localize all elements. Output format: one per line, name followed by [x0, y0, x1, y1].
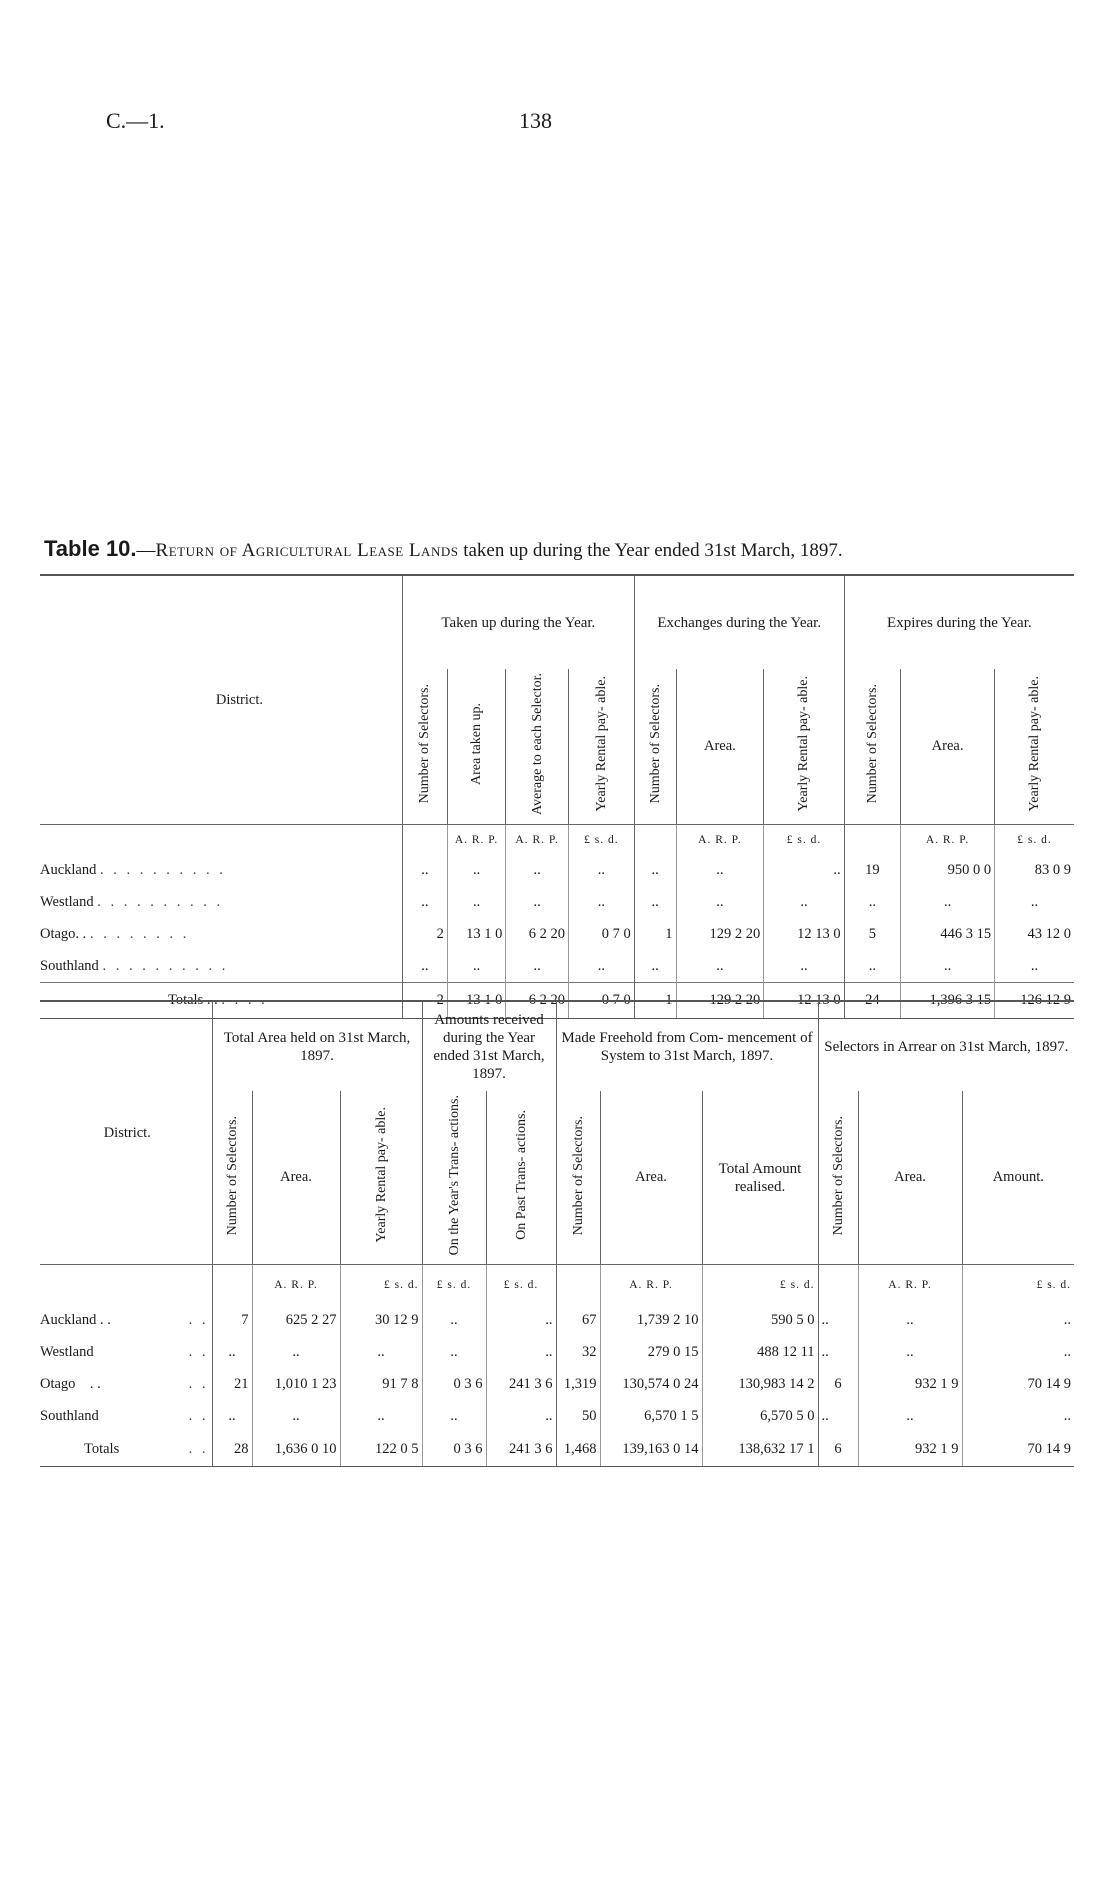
table-row: [40, 1369, 1074, 1401]
data-cell: ..: [634, 951, 676, 983]
district-cell: Southland . .: [40, 1408, 209, 1425]
unit-label: £ s. d.: [764, 825, 844, 855]
unit-label: £ s. d.: [422, 1265, 486, 1305]
table-row: [40, 1305, 1074, 1337]
data-cell: 83 0 9: [995, 855, 1074, 887]
data-cell: ..: [486, 1337, 556, 1369]
page-number: 138: [519, 108, 552, 133]
data-cell: ..: [422, 1305, 486, 1337]
title-rest: taken up during the Year ended 31st March, 1897.: [458, 540, 843, 561]
data-cell: 1,396 3 15: [901, 983, 995, 1019]
data-cell: 1,319: [556, 1369, 600, 1401]
data-cell: 12 13 0: [764, 919, 844, 951]
t1-col-header: Average to each Selector.: [506, 669, 569, 825]
data-cell: 126 12 9: [995, 983, 1074, 1019]
data-cell: 6 2 20: [506, 919, 569, 951]
t1-col-header: Yearly Rental pay- able.: [764, 669, 844, 825]
data-cell: ..: [844, 951, 900, 983]
data-cell: ..: [506, 887, 569, 919]
t1-col-header: Area.: [901, 669, 995, 825]
data-cell: ..: [447, 855, 505, 887]
data-cell: 129 2 20: [676, 983, 764, 1019]
data-cell: 1,468: [556, 1433, 600, 1467]
data-cell: 1: [634, 919, 676, 951]
data-cell: 1: [634, 983, 676, 1019]
t1-col-header: Yearly Rental pay- able.: [995, 669, 1074, 825]
data-cell: ..: [252, 1337, 340, 1369]
data-cell: 70 14 9: [962, 1433, 1074, 1467]
data-cell: ..: [901, 887, 995, 919]
t1-col-header: Number of Selectors.: [634, 669, 676, 825]
district-cell: Auckland . . . .: [40, 1312, 209, 1329]
data-cell: 139,163 0 14: [600, 1433, 702, 1467]
data-cell: 2: [402, 983, 447, 1019]
unit-label: £ s. d.: [962, 1265, 1074, 1305]
data-cell: 279 0 15: [600, 1337, 702, 1369]
unit-label: A. R. P.: [447, 825, 505, 855]
data-cell: 6,570 5 0: [702, 1401, 818, 1433]
t2-units-row: [40, 1265, 1074, 1305]
data-cell: 1,636 0 10: [252, 1433, 340, 1467]
data-cell: 122 0 5: [340, 1433, 422, 1467]
data-cell: 138,632 17 1: [702, 1433, 818, 1467]
t2-col-header: Number of Selectors.: [556, 1091, 600, 1265]
data-cell: ..: [568, 887, 634, 919]
data-cell: ..: [818, 1337, 858, 1369]
data-cell: 32: [556, 1337, 600, 1369]
table-2: [40, 1000, 1074, 1467]
t1-district-header: District.: [40, 575, 402, 825]
unit-label: A. R. P.: [600, 1265, 702, 1305]
table-row: [40, 1337, 1074, 1369]
t2-col-header: Yearly Rental pay- able.: [340, 1091, 422, 1265]
data-cell: 5: [844, 919, 900, 951]
data-cell: ..: [818, 1401, 858, 1433]
data-cell: ..: [447, 951, 505, 983]
data-cell: ..: [858, 1401, 962, 1433]
table-row: [40, 855, 1074, 887]
t1-col-header: Area taken up.: [447, 669, 505, 825]
data-cell: 130,574 0 24: [600, 1369, 702, 1401]
data-cell: 28: [212, 1433, 252, 1467]
data-cell: 6: [818, 1369, 858, 1401]
t1-col-header: Number of Selectors.: [402, 669, 447, 825]
data-cell: 130,983 14 2: [702, 1369, 818, 1401]
data-cell: ..: [568, 951, 634, 983]
data-cell: 0 7 0: [568, 919, 634, 951]
data-cell: ..: [486, 1401, 556, 1433]
t1-col-header: Yearly Rental pay- able.: [568, 669, 634, 825]
district-cell: Westland . .: [40, 1344, 209, 1361]
data-cell: 19: [844, 855, 900, 887]
data-cell: ..: [962, 1305, 1074, 1337]
t1-group-taken-up: Taken up during the Year.: [402, 575, 634, 669]
t2-col-header: Area.: [252, 1091, 340, 1265]
table-row: [40, 919, 1074, 951]
district-cell: Otago . . . .: [40, 1376, 209, 1393]
data-cell: ..: [676, 951, 764, 983]
data-cell: 446 3 15: [901, 919, 995, 951]
totals-label: Totals . .: [40, 1433, 212, 1467]
data-cell: ..: [340, 1337, 422, 1369]
data-cell: ..: [402, 855, 447, 887]
unit-label: £ s. d.: [568, 825, 634, 855]
data-cell: 241 3 6: [486, 1433, 556, 1467]
t2-group-arrears: Selectors in Arrear on 31st March, 1897.: [818, 1001, 1074, 1091]
t2-col-header: Area.: [858, 1091, 962, 1265]
data-cell: ..: [962, 1401, 1074, 1433]
data-cell: 6: [818, 1433, 858, 1467]
t1-units-row: [40, 825, 1074, 855]
data-cell: 2: [402, 919, 447, 951]
data-cell: 950 0 0: [901, 855, 995, 887]
data-cell: 43 12 0: [995, 919, 1074, 951]
t2-col-header: On Past Trans- actions.: [486, 1091, 556, 1265]
data-cell: 21: [212, 1369, 252, 1401]
unit-label: £ s. d.: [486, 1265, 556, 1305]
data-cell: 1,739 2 10: [600, 1305, 702, 1337]
data-cell: ..: [995, 951, 1074, 983]
t1-group-exchanges: Exchanges during the Year.: [634, 575, 844, 669]
unit-label: A. R. P.: [858, 1265, 962, 1305]
data-cell: 0 7 0: [568, 983, 634, 1019]
data-cell: ..: [252, 1401, 340, 1433]
data-cell: 625 2 27: [252, 1305, 340, 1337]
data-cell: 488 12 11: [702, 1337, 818, 1369]
table-row: [40, 951, 1074, 983]
unit-label: A. R. P.: [252, 1265, 340, 1305]
unit-label: £ s. d.: [340, 1265, 422, 1305]
unit-label: A. R. P.: [676, 825, 764, 855]
data-cell: ..: [676, 855, 764, 887]
data-cell: ..: [340, 1401, 422, 1433]
data-cell: 91 7 8: [340, 1369, 422, 1401]
title-smallcaps: Return of Agricultural Lease Lands: [155, 540, 459, 561]
data-cell: 12 13 0: [764, 983, 844, 1019]
t2-col-header: Area.: [600, 1091, 702, 1265]
t2-group-total-area: Total Area held on 31st March, 1897.: [212, 1001, 422, 1091]
data-cell: 129 2 20: [676, 919, 764, 951]
data-cell: ..: [676, 887, 764, 919]
t1-group-expires: Expires during the Year.: [844, 575, 1074, 669]
district-cell: Otago. . . . . . . . . .: [40, 926, 190, 943]
table-number: Table 10.: [44, 536, 137, 561]
data-cell: 24: [844, 983, 900, 1019]
data-cell: ..: [486, 1305, 556, 1337]
data-cell: ..: [844, 887, 900, 919]
data-cell: ..: [634, 855, 676, 887]
data-cell: ..: [858, 1305, 962, 1337]
t2-col-header: Number of Selectors.: [818, 1091, 858, 1265]
t1-col-header: Number of Selectors.: [844, 669, 900, 825]
data-cell: 30 12 9: [340, 1305, 422, 1337]
totals-label: Totals . . . . . .: [40, 983, 402, 1019]
data-cell: 1,010 1 23: [252, 1369, 340, 1401]
t2-group-made-freehold: Made Freehold from Com- mencement of System to 31st March, 1897.: [556, 1001, 818, 1091]
data-cell: 0 3 6: [422, 1369, 486, 1401]
data-cell: 50: [556, 1401, 600, 1433]
data-cell: 6 2 20: [506, 983, 569, 1019]
unit-label: £ s. d.: [702, 1265, 818, 1305]
data-cell: 241 3 6: [486, 1369, 556, 1401]
data-cell: ..: [764, 951, 844, 983]
data-cell: 6,570 1 5: [600, 1401, 702, 1433]
data-cell: ..: [447, 887, 505, 919]
district-cell: Southland . . . . . . . . . .: [40, 957, 229, 974]
data-cell: ..: [212, 1401, 252, 1433]
data-cell: 932 1 9: [858, 1433, 962, 1467]
document-id: C.—1.: [106, 108, 165, 133]
table-row: [40, 887, 1074, 919]
data-cell: ..: [212, 1337, 252, 1369]
data-cell: ..: [506, 855, 569, 887]
unit-label: A. R. P.: [901, 825, 995, 855]
t2-col-header: On the Year's Trans- actions.: [422, 1091, 486, 1265]
unit-label: £ s. d.: [995, 825, 1074, 855]
district-cell: Westland . . . . . . . . . .: [40, 894, 224, 911]
data-cell: 13 1 0: [447, 983, 505, 1019]
totals-row: [40, 1433, 1074, 1467]
t2-col-header: Total Amount realised.: [702, 1091, 818, 1265]
data-cell: 13 1 0: [447, 919, 505, 951]
title-dash: —: [136, 540, 156, 561]
data-cell: 7: [212, 1305, 252, 1337]
data-cell: ..: [422, 1337, 486, 1369]
table-title: [44, 536, 1076, 562]
data-cell: ..: [901, 951, 995, 983]
table-1: [40, 574, 1074, 1019]
t2-group-amounts-received: Amounts received during the Year ended 31st March, 1897.: [422, 1001, 556, 1091]
data-cell: 590 5 0: [702, 1305, 818, 1337]
data-cell: ..: [634, 887, 676, 919]
data-cell: ..: [568, 855, 634, 887]
table-row: [40, 1401, 1074, 1433]
data-cell: ..: [764, 855, 844, 887]
data-cell: ..: [402, 887, 447, 919]
data-cell: ..: [506, 951, 569, 983]
district-cell: Auckland . . . . . . . . . .: [40, 862, 226, 879]
data-cell: 932 1 9: [858, 1369, 962, 1401]
data-cell: 0 3 6: [422, 1433, 486, 1467]
data-cell: ..: [764, 887, 844, 919]
t2-col-header: Amount.: [962, 1091, 1074, 1265]
t1-col-header: Area.: [676, 669, 764, 825]
data-cell: ..: [402, 951, 447, 983]
data-cell: ..: [422, 1401, 486, 1433]
t2-district-header: District.: [40, 1001, 212, 1265]
data-cell: ..: [995, 887, 1074, 919]
data-cell: 70 14 9: [962, 1369, 1074, 1401]
data-cell: ..: [858, 1337, 962, 1369]
data-cell: 67: [556, 1305, 600, 1337]
data-cell: ..: [818, 1305, 858, 1337]
unit-label: A. R. P.: [506, 825, 569, 855]
data-cell: ..: [962, 1337, 1074, 1369]
t2-col-header: Number of Selectors.: [212, 1091, 252, 1265]
